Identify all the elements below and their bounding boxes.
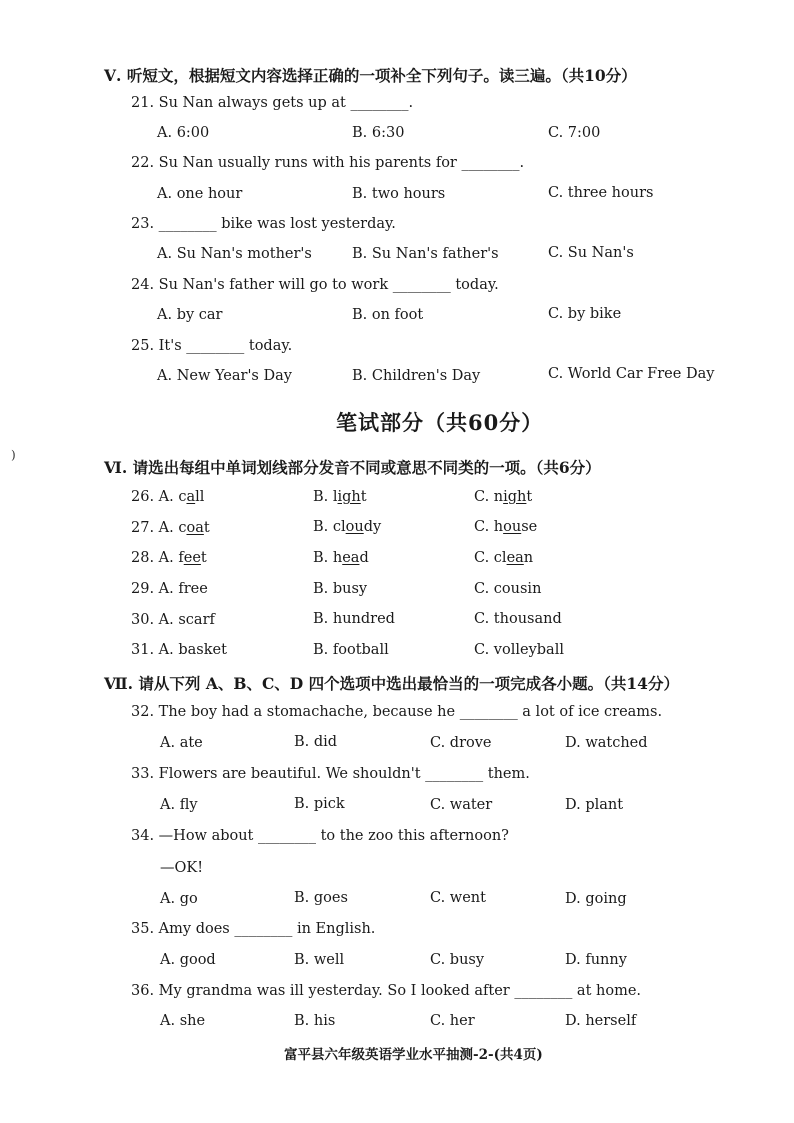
- question-32-option-c: C. drove: [430, 735, 492, 751]
- question-36-option-d: D. herself: [565, 1013, 637, 1029]
- question-25-option-a: A. New Year's Day: [157, 368, 292, 384]
- question-21-option-a: A. 6:00: [157, 125, 210, 141]
- question-24-option-a: A. by car: [157, 307, 223, 323]
- question-33-option-d: D. plant: [565, 797, 624, 813]
- question-26-c: C. night: [474, 489, 533, 505]
- question-29-b: B. busy: [313, 581, 368, 597]
- question-30-b: B. hundred: [313, 611, 395, 627]
- question-32-stem: 32. The boy had a stomachache, because he ________ a lot of ice creams.: [131, 704, 663, 720]
- question-31-c: C. volleyball: [474, 642, 564, 658]
- question-34-reply: —OK!: [160, 860, 204, 876]
- question-24-stem: 24. Su Nan's father will go to work ________ today.: [131, 277, 499, 293]
- question-26-a: 26. A. call: [131, 489, 205, 505]
- section-7-heading: Ⅶ. 请从下列 A、B、C、D 四个选项中选出最恰当的一项完成各小题。（共14分）: [104, 674, 679, 693]
- question-32-option-a: A. ate: [160, 735, 203, 751]
- question-24-option-b: B. on foot: [352, 307, 424, 323]
- question-22-option-b: B. two hours: [352, 186, 446, 202]
- question-32-option-d: D. watched: [565, 735, 648, 751]
- question-23-option-c: C. Su Nan's: [548, 245, 634, 261]
- question-28-c: C. clean: [474, 550, 534, 566]
- question-30-c: C. thousand: [474, 611, 562, 627]
- question-35-option-c: C. busy: [430, 952, 485, 968]
- question-29-c: C. cousin: [474, 581, 542, 597]
- question-28-a: 28. A. feet: [131, 550, 207, 566]
- question-34-option-d: D. going: [565, 891, 627, 907]
- question-22-option-a: A. one hour: [157, 186, 243, 202]
- question-26-b: B. light: [313, 489, 367, 505]
- question-29-a: 29. A. free: [131, 581, 208, 597]
- question-35-option-d: D. funny: [565, 952, 627, 968]
- question-34-stem: 34. —How about ________ to the zoo this afternoon?: [131, 828, 509, 844]
- question-31-b: B. football: [313, 642, 389, 658]
- margin-mark: ): [11, 448, 16, 462]
- question-36-stem: 36. My grandma was ill yesterday. So I looked after ________ at home.: [131, 983, 642, 999]
- question-33-option-b: B. pick: [294, 796, 345, 812]
- question-36-option-b: B. his: [294, 1013, 336, 1029]
- question-25-option-b: B. Children's Day: [352, 368, 481, 384]
- question-36-option-a: A. she: [160, 1013, 206, 1029]
- question-27-c: C. house: [474, 519, 538, 535]
- written-part-title: 笔试部分（共60分）: [336, 410, 544, 435]
- page-footer: 富平县六年级英语学业水平抽测-2-(共4页): [284, 1047, 543, 1063]
- question-23-stem: 23. ________ bike was lost yesterday.: [131, 216, 396, 232]
- question-33-option-c: C. water: [430, 797, 493, 813]
- question-35-option-b: B. well: [294, 952, 345, 968]
- question-23-option-a: A. Su Nan's mother's: [157, 246, 312, 262]
- question-36-option-c: C. her: [430, 1013, 475, 1029]
- question-25-option-c: C. World Car Free Day: [548, 366, 715, 382]
- question-35-stem: 35. Amy does ________ in English.: [131, 921, 376, 937]
- question-30-a: 30. A. scarf: [131, 612, 215, 628]
- question-21-option-c: C. 7:00: [548, 125, 601, 141]
- question-34-option-a: A. go: [160, 891, 198, 907]
- question-22-option-c: C. three hours: [548, 185, 654, 201]
- section-5-heading: Ⅴ. 听短文，根据短文内容选择正确的一项补全下列句子。读三遍。（共10分）: [104, 66, 637, 85]
- question-23-option-b: B. Su Nan's father's: [352, 246, 499, 262]
- question-27-b: B. cloudy: [313, 519, 382, 535]
- question-33-stem: 33. Flowers are beautiful. We shouldn't ________ them.: [131, 766, 530, 782]
- question-35-option-a: A. good: [160, 952, 216, 968]
- question-32-option-b: B. did: [294, 734, 338, 750]
- question-27-a: 27. A. coat: [131, 520, 210, 536]
- question-34-option-c: C. went: [430, 890, 486, 906]
- question-33-option-a: A. fly: [160, 797, 198, 813]
- section-6-heading: Ⅵ. 请选出每组中单词划线部分发音不同或意思不同类的一项。（共6分）: [104, 458, 601, 477]
- question-31-a: 31. A. basket: [131, 642, 227, 658]
- question-25-stem: 25. It's ________ today.: [131, 338, 293, 354]
- question-24-option-c: C. by bike: [548, 306, 622, 322]
- question-34-option-b: B. goes: [294, 890, 348, 906]
- question-22-stem: 22. Su Nan usually runs with his parents for ________.: [131, 155, 525, 171]
- question-21-stem: 21. Su Nan always gets up at ________.: [131, 95, 414, 111]
- question-21-option-b: B. 6:30: [352, 125, 405, 141]
- question-28-b: B. head: [313, 550, 369, 566]
